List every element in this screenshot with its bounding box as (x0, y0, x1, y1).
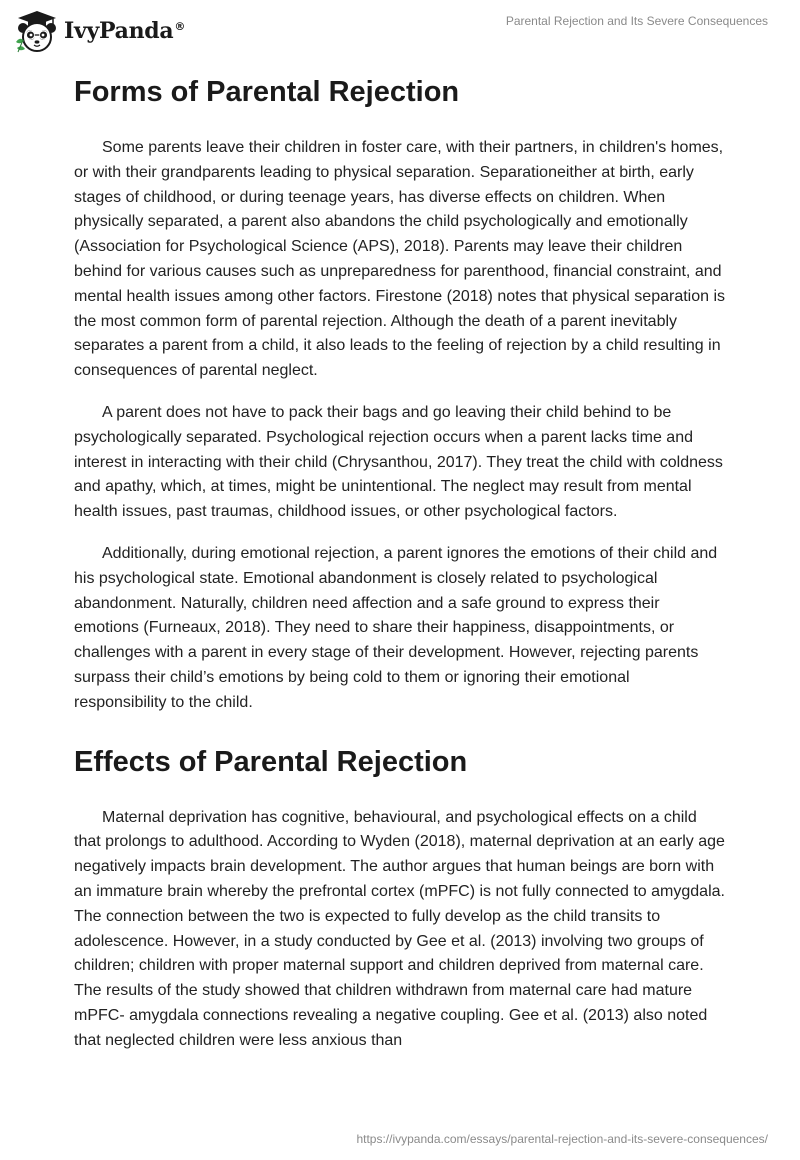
section-heading-forms: Forms of Parental Rejection (74, 76, 460, 108)
header-document-title: Parental Rejection and Its Severe Consequences (505, 14, 768, 28)
site-logo[interactable] (14, 8, 185, 54)
paragraph: Additionally, during emotional rejection, a parent ignores the emotions of their child and his psychological state. Emotional abandonment is closely related to psychological abandonment. Naturally, children need affection and a safe ground to express their emotions (Furneaux, 2018). They need to share their happiness, disappointments, or challenges with a parent in every stage of their development. However, rejecting parents surpass their child’s emotions by being cold to them or ignoring their emotional responsibility to the child. (74, 544, 718, 711)
article-body (74, 72, 726, 1071)
paragraph: A parent does not have to pack their bags and go leaving their child behind to be psychologically separated. Psychological rejection occurs when a parent lacks time and interest in interacting with their child (Chrysanthou, 2017). They treat the child with coldness and apathy, which, at times, might be unintentional. The neglect may result from mental health issues, past traumas, childhood issues, or other psychological factors. (74, 403, 723, 521)
footer-source-url[interactable]: https://ivypanda.com/essays/parental-rejection-and-its-severe-consequences/ (356, 1132, 768, 1146)
panda-logo-icon (14, 8, 60, 54)
paragraph: Some parents leave their children in foster care, with their partners, in children's homes, or with their grandparents leading to physical separation. Separationeither at birth, early stages of childhood, or during teenage years, has diverse effects on children. When physically separated, a parent also abandons the child psychologically and emotionally (Association for Psychological Science (APS), 2018). Parents may leave their children behind for various causes such as unpreparedness for parenthood, financial constraint, and mental health issues among other factors. Firestone (2018) notes that physical separation is the most common form of parental rejection. Although the death of a parent inevitably separates a parent from a child, it also leads to the feeling of rejection by a child resulting in consequences of parental neglect. (74, 139, 726, 380)
section-heading-effects: Effects of Parental Rejection (74, 745, 468, 778)
logo-text (64, 18, 185, 44)
header (0, 0, 800, 60)
logo-wordmark: IvyPanda (64, 18, 174, 44)
paragraph: Maternal deprivation has cognitive, behavioural, and psychological effects on a child that prolongs to adulthood. According to Wyden (2018), maternal deprivation at an early age negatively impacts brain development. The author argues that human beings are born with an immature brain whereby the prefrontal cortex (mPFC) is not fully connected to amygdala. The connection between the two is expected to fully develop as the child transits to adolescence. However, in a study conducted by Gee et al. (2013) involving two groups of children; children with proper maternal support and children deprived from maternal care. The results of the study showed that children withdrawn from maternal care had mature mPFC- amygdala connections revealing a negative coupling. Gee et al. (2013) also noted that neglected children were less anxious than (74, 808, 725, 1049)
registered-mark: ® (174, 19, 186, 33)
